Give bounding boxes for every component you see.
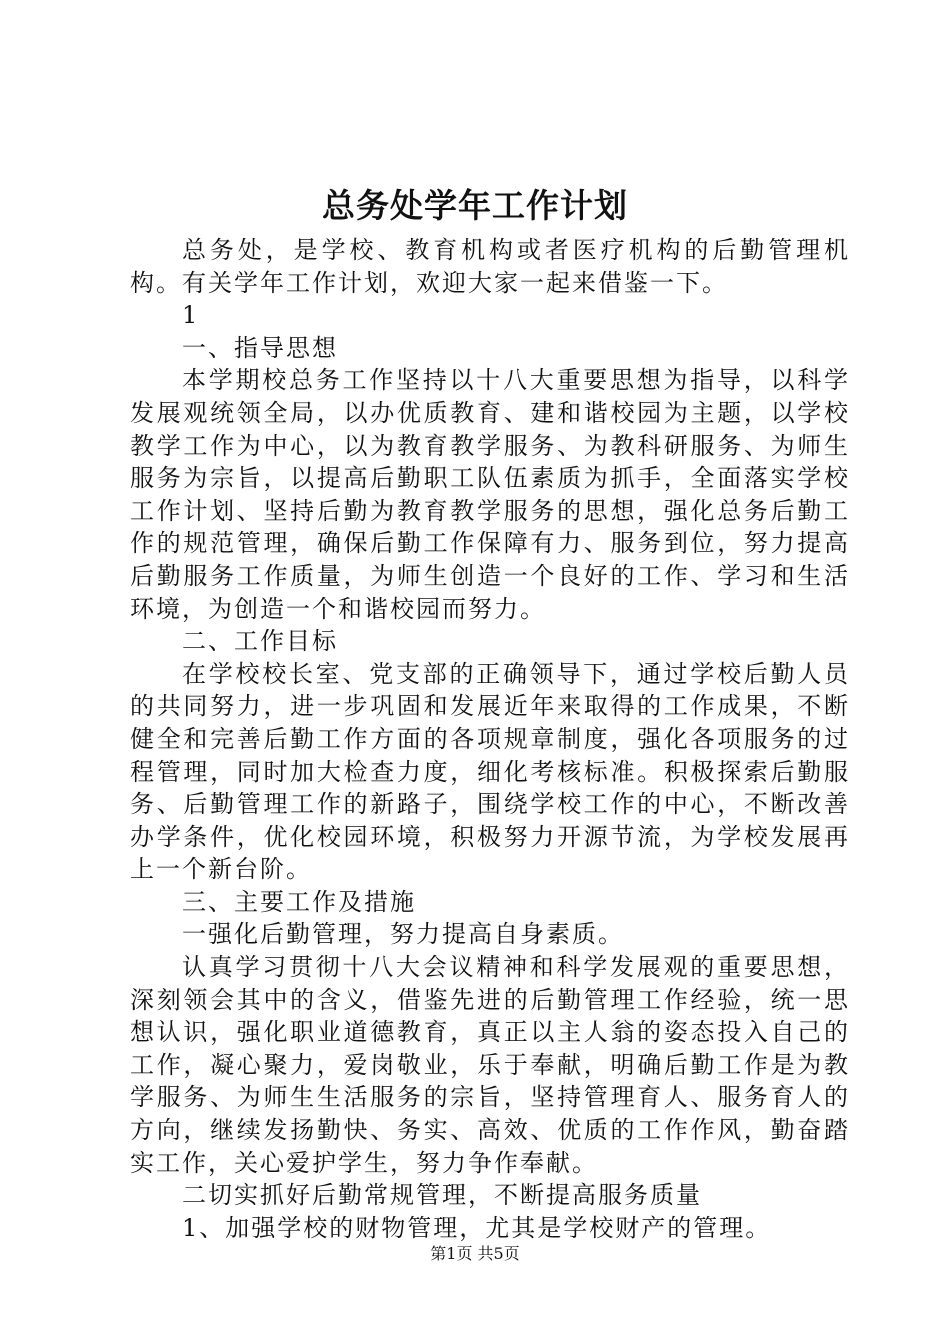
paragraph-property-management: 1、加强学校的财物管理，尤其是学校财产的管理。 (182, 1213, 772, 1242)
document-title: 总务处学年工作计划 (322, 186, 628, 225)
subheading-logistics-management: 一强化后勤管理，努力提高自身素质。 (182, 920, 624, 949)
paragraph-number: 1 (182, 301, 200, 330)
heading-main-work: 三、主要工作及措施 (182, 887, 416, 916)
paragraph-intro: 总务处，是学校、教育机构或者医疗机构的后勤管理机构。有关学年工作计划，欢迎大家一起来借鉴一下。 (130, 236, 850, 297)
document-body (130, 234, 850, 1244)
subheading-routine-management: 二切实抓好后勤常规管理，不断提高服务质量 (182, 1181, 702, 1210)
paragraph-work-goals: 在学校校长室、党支部的正确领导下，通过学校后勤人员的共同努力，进一步巩固和发展近年来取得的工作成果，不断健全和完善后勤工作方面的各项规章制度，强化各项服务的过程管理，同时加大检查力度，细化考核标准。积极探索后勤服务、后勤管理工作的新路子，围绕学校工作的中心，不断改善办学条件，优化校园环境，积极努力开源节流，为学校发展再上一个新台阶。 (130, 659, 850, 884)
heading-guiding-thought: 一、指导思想 (182, 333, 338, 362)
paragraph-guiding-thought: 本学期校总务工作坚持以十八大重要思想为指导，以科学发展观统领全局，以办优质教育、建和谐校园为主题，以学校教学工作为中心，以为教育教学服务、为教科研服务、为师生服务为宗旨，以提高后勤职工队伍素质为抓手，全面落实学校工作计划、坚持后勤为教育教学服务的思想，强化总务后勤工作的规范管理，确保后勤工作保障有力、服务到位，努力提高后勤服务工作质量，为师生创造一个良好的工作、学习和生活环境，为创造一个和谐校园而努力。 (130, 366, 850, 623)
heading-work-goals: 二、工作目标 (182, 627, 338, 656)
page-number-footer: 第1页 共5页 (430, 1244, 520, 1263)
paragraph-logistics-management: 认真学习贯彻十八大会议精神和科学发展观的重要思想，深刻领会其中的含义，借鉴先进的后勤管理工作经验，统一思想认识，强化职业道德教育，真正以主人翁的姿态投入自己的工作，凝心聚力，爱岗敬业，乐于奉献，明确后勤工作是为教学服务、为师生生活服务的宗旨，坚持管理育人、服务育人的方向，继续发扬勤快、务实、高效、优质的工作作风，勤奋踏实工作，关心爱护学生，努力争作奉献。 (130, 953, 850, 1177)
